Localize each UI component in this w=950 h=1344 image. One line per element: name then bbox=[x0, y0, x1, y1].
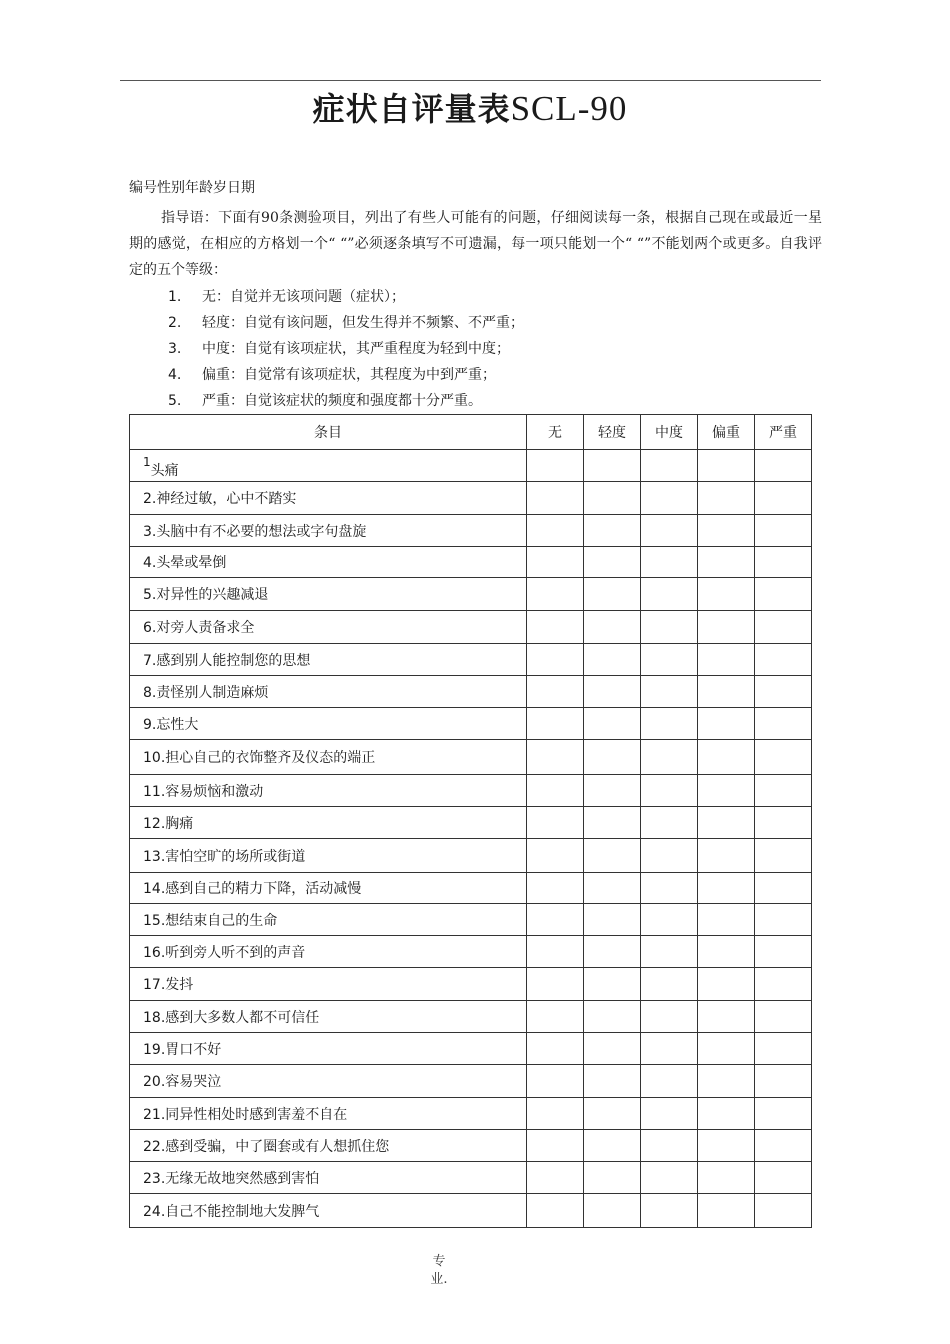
header-severe: 严重 bbox=[755, 415, 812, 450]
table-row bbox=[130, 873, 812, 904]
rating-cell[interactable] bbox=[698, 482, 755, 515]
rating-cell[interactable] bbox=[527, 644, 584, 676]
page-footer: 专 业. bbox=[430, 1254, 448, 1287]
rating-cell[interactable] bbox=[527, 1194, 584, 1228]
rating-cell[interactable] bbox=[698, 873, 755, 904]
rating-cell[interactable] bbox=[641, 1098, 698, 1130]
item-cell bbox=[130, 807, 527, 839]
item-number: 6. bbox=[143, 620, 157, 636]
rating-cell[interactable] bbox=[755, 1001, 812, 1033]
item-text: 担心自己的衣饰整齐及仪态的端正 bbox=[165, 750, 376, 766]
rating-level: 1. 无：自觉并无该项问题（症状）； bbox=[168, 289, 405, 305]
table-header-row bbox=[130, 415, 812, 450]
rating-cell[interactable] bbox=[584, 515, 641, 547]
title-cjk: 症状自评量表 bbox=[312, 90, 511, 128]
item-number: 1 bbox=[143, 454, 151, 469]
item-number: 15. bbox=[143, 912, 166, 929]
rating-cell[interactable] bbox=[584, 1033, 641, 1065]
item-number: 22. bbox=[143, 1138, 166, 1155]
rating-cell[interactable] bbox=[584, 1162, 641, 1194]
item-text: 责怪别人制造麻烦 bbox=[156, 684, 269, 701]
item-number: 19. bbox=[143, 1041, 166, 1058]
item-number: 18. bbox=[143, 1009, 166, 1026]
rating-cell[interactable] bbox=[698, 740, 755, 775]
rating-cell[interactable] bbox=[584, 1098, 641, 1130]
rating-cell[interactable] bbox=[755, 1098, 812, 1130]
rating-cell[interactable] bbox=[527, 482, 584, 515]
rating-cell[interactable] bbox=[698, 644, 755, 676]
rating-cell[interactable] bbox=[584, 1194, 641, 1228]
item-number: 9. bbox=[143, 716, 157, 733]
table-row bbox=[130, 1001, 812, 1033]
rating-cell[interactable] bbox=[755, 873, 812, 904]
rating-cell[interactable] bbox=[641, 807, 698, 839]
rating-cell[interactable] bbox=[584, 839, 641, 873]
rating-cell[interactable] bbox=[584, 968, 641, 1001]
item-cell bbox=[130, 1194, 527, 1228]
rating-level: 4. 偏重：自觉常有该项症状，其程度为中到严重； bbox=[168, 367, 496, 383]
rating-cell[interactable] bbox=[641, 515, 698, 547]
table-row bbox=[130, 1033, 812, 1065]
rating-cell[interactable] bbox=[755, 515, 812, 547]
header-mild: 轻度 bbox=[584, 415, 641, 450]
item-number: 20. bbox=[143, 1074, 166, 1090]
rating-cell[interactable] bbox=[698, 1065, 755, 1098]
rating-cell[interactable] bbox=[755, 1162, 812, 1194]
rating-cell[interactable] bbox=[527, 515, 584, 547]
item-number: 4. bbox=[143, 555, 157, 571]
item-cell bbox=[130, 578, 527, 611]
item-number: 24. bbox=[143, 1203, 166, 1220]
item-text: 头晕或晕倒 bbox=[156, 555, 227, 571]
rating-cell[interactable] bbox=[755, 450, 812, 482]
rating-cell[interactable] bbox=[527, 775, 584, 807]
rating-cell[interactable] bbox=[584, 482, 641, 515]
table-row bbox=[130, 839, 812, 873]
item-text: 容易烦恼和激动 bbox=[165, 783, 264, 800]
item-cell bbox=[130, 644, 527, 676]
rating-cell[interactable] bbox=[584, 1065, 641, 1098]
rating-cell[interactable] bbox=[698, 676, 755, 708]
rating-cell[interactable] bbox=[584, 1001, 641, 1033]
item-text: 忘性大 bbox=[156, 716, 199, 733]
item-number: 8. bbox=[143, 684, 157, 701]
rating-cell[interactable] bbox=[755, 1194, 812, 1228]
rating-cell[interactable] bbox=[698, 450, 755, 482]
rating-cell[interactable] bbox=[641, 644, 698, 676]
header-rule bbox=[120, 80, 821, 81]
rating-cell[interactable] bbox=[641, 775, 698, 807]
table-row bbox=[130, 904, 812, 936]
table-row bbox=[130, 482, 812, 515]
rating-cell[interactable] bbox=[641, 450, 698, 482]
rating-cell[interactable] bbox=[527, 839, 584, 873]
rating-cell[interactable] bbox=[527, 708, 584, 740]
table-row bbox=[130, 578, 812, 611]
rating-cell[interactable] bbox=[527, 1098, 584, 1130]
item-cell bbox=[130, 515, 527, 547]
rating-cell[interactable] bbox=[584, 873, 641, 904]
rating-cell[interactable] bbox=[698, 515, 755, 547]
table-row bbox=[130, 547, 812, 578]
rating-cell[interactable] bbox=[641, 839, 698, 873]
rating-cell[interactable] bbox=[584, 644, 641, 676]
table-row bbox=[130, 968, 812, 1001]
header-item: 条目 bbox=[130, 415, 527, 450]
rating-cell[interactable] bbox=[584, 775, 641, 807]
table-row bbox=[130, 450, 812, 482]
table-row bbox=[130, 1194, 812, 1228]
rating-cell[interactable] bbox=[527, 578, 584, 611]
rating-cell[interactable] bbox=[755, 482, 812, 515]
rating-cell[interactable] bbox=[698, 1033, 755, 1065]
rating-cell[interactable] bbox=[527, 1065, 584, 1098]
item-cell bbox=[130, 839, 527, 873]
header-none: 无 bbox=[527, 415, 584, 450]
rating-cell[interactable] bbox=[641, 1001, 698, 1033]
rating-cell[interactable] bbox=[698, 708, 755, 740]
rating-cell[interactable] bbox=[755, 839, 812, 873]
rating-cell[interactable] bbox=[641, 936, 698, 968]
header-moderate: 中度 bbox=[641, 415, 698, 450]
rating-cell[interactable] bbox=[584, 578, 641, 611]
item-number: 5. bbox=[143, 587, 157, 603]
rating-cell[interactable] bbox=[527, 873, 584, 904]
item-text: 自己不能控制地大发脾气 bbox=[165, 1203, 320, 1220]
rating-cell[interactable] bbox=[698, 547, 755, 578]
item-cell bbox=[130, 1001, 527, 1033]
item-cell bbox=[130, 1130, 527, 1162]
item-cell bbox=[130, 936, 527, 968]
table-row bbox=[130, 708, 812, 740]
item-text: 害怕空旷的场所或街道 bbox=[165, 848, 306, 865]
table-row bbox=[130, 676, 812, 708]
rating-cell[interactable] bbox=[641, 1065, 698, 1098]
rating-cell[interactable] bbox=[755, 644, 812, 676]
rating-cell[interactable] bbox=[584, 676, 641, 708]
header-fairly-severe: 偏重 bbox=[698, 415, 755, 450]
rating-cell[interactable] bbox=[755, 547, 812, 578]
item-number: 2. bbox=[143, 491, 157, 507]
item-cell bbox=[130, 1162, 527, 1194]
table-row bbox=[130, 1162, 812, 1194]
item-cell bbox=[130, 904, 527, 936]
item-text: 胃口不好 bbox=[165, 1041, 222, 1058]
rating-cell[interactable] bbox=[584, 904, 641, 936]
rating-cell[interactable] bbox=[755, 676, 812, 708]
item-cell bbox=[130, 450, 527, 482]
item-cell bbox=[130, 740, 527, 775]
table-row bbox=[130, 611, 812, 644]
item-cell bbox=[130, 1098, 527, 1130]
rating-cell[interactable] bbox=[698, 968, 755, 1001]
rating-cell[interactable] bbox=[755, 1065, 812, 1098]
table-row bbox=[130, 1098, 812, 1130]
rating-cell[interactable] bbox=[698, 578, 755, 611]
rating-cell[interactable] bbox=[755, 807, 812, 839]
rating-cell[interactable] bbox=[527, 450, 584, 482]
rating-cell[interactable] bbox=[584, 936, 641, 968]
rating-cell[interactable] bbox=[698, 839, 755, 873]
rating-cell[interactable] bbox=[755, 611, 812, 644]
item-text: 对旁人责备求全 bbox=[156, 620, 255, 636]
rating-cell[interactable] bbox=[698, 904, 755, 936]
rating-cell[interactable] bbox=[698, 1130, 755, 1162]
item-text: 头脑中有不必要的想法或字句盘旋 bbox=[156, 523, 367, 540]
rating-cell[interactable] bbox=[641, 1194, 698, 1228]
item-text: 发抖 bbox=[165, 977, 194, 993]
item-cell bbox=[130, 547, 527, 578]
table-row bbox=[130, 740, 812, 775]
rating-cell[interactable] bbox=[698, 1194, 755, 1228]
item-text: 无缘无故地突然感到害怕 bbox=[165, 1170, 320, 1187]
item-number: 14. bbox=[143, 881, 166, 897]
rating-cell[interactable] bbox=[527, 1130, 584, 1162]
rating-cell[interactable] bbox=[698, 775, 755, 807]
rating-cell[interactable] bbox=[641, 968, 698, 1001]
rating-cell[interactable] bbox=[584, 450, 641, 482]
respondent-fields-line: 编号性别年龄岁日期 bbox=[129, 180, 255, 196]
rating-cell[interactable] bbox=[527, 1033, 584, 1065]
item-number: 13. bbox=[143, 848, 166, 865]
rating-cell[interactable] bbox=[527, 676, 584, 708]
item-number: 17. bbox=[143, 977, 166, 993]
table-row bbox=[130, 644, 812, 676]
item-number: 10. bbox=[143, 750, 166, 766]
table-row bbox=[130, 936, 812, 968]
rating-cell[interactable] bbox=[527, 1001, 584, 1033]
rating-cell[interactable] bbox=[527, 547, 584, 578]
rating-cell[interactable] bbox=[641, 740, 698, 775]
rating-cell[interactable] bbox=[755, 740, 812, 775]
rating-cell[interactable] bbox=[755, 708, 812, 740]
item-cell bbox=[130, 482, 527, 515]
rating-cell[interactable] bbox=[641, 482, 698, 515]
item-text: 胸痛 bbox=[165, 815, 194, 832]
item-number: 12. bbox=[143, 815, 166, 832]
item-text: 想结束自己的生命 bbox=[165, 912, 278, 929]
item-number: 11. bbox=[143, 783, 166, 800]
item-text: 对异性的兴趣减退 bbox=[156, 587, 269, 603]
item-text: 感到自己的精力下降，活动减慢 bbox=[165, 881, 362, 897]
rating-level: 2. 轻度：自觉有该问题，但发生得并不频繁、不严重； bbox=[168, 315, 524, 331]
rating-cell[interactable] bbox=[584, 547, 641, 578]
item-cell bbox=[130, 968, 527, 1001]
rating-cell[interactable] bbox=[698, 936, 755, 968]
rating-cell[interactable] bbox=[527, 611, 584, 644]
item-cell bbox=[130, 708, 527, 740]
rating-cell[interactable] bbox=[641, 1130, 698, 1162]
table-row bbox=[130, 1130, 812, 1162]
table-row bbox=[130, 807, 812, 839]
item-number: 21. bbox=[143, 1106, 166, 1123]
item-cell bbox=[130, 873, 527, 904]
item-text: 感到别人能控制您的思想 bbox=[156, 652, 311, 669]
rating-cell[interactable] bbox=[641, 547, 698, 578]
rating-cell[interactable] bbox=[527, 740, 584, 775]
rating-cell[interactable] bbox=[755, 1033, 812, 1065]
item-text: 听到旁人听不到的声音 bbox=[165, 944, 306, 961]
document-title bbox=[0, 84, 940, 130]
rating-cell[interactable] bbox=[584, 1130, 641, 1162]
rating-cell[interactable] bbox=[641, 1162, 698, 1194]
item-text: 神经过敏，心中不踏实 bbox=[156, 491, 297, 507]
rating-cell[interactable] bbox=[527, 1162, 584, 1194]
item-text: 同异性相处时感到害羞不自在 bbox=[165, 1106, 348, 1123]
rating-cell[interactable] bbox=[755, 968, 812, 1001]
rating-cell[interactable] bbox=[641, 904, 698, 936]
rating-level: 5. 严重：自觉该症状的频度和强度都十分严重。 bbox=[168, 393, 482, 409]
rating-cell[interactable] bbox=[527, 968, 584, 1001]
item-cell bbox=[130, 1065, 527, 1098]
item-number: 16. bbox=[143, 944, 166, 961]
rating-cell[interactable] bbox=[755, 775, 812, 807]
item-cell bbox=[130, 611, 527, 644]
rating-cell[interactable] bbox=[755, 936, 812, 968]
item-number: 7. bbox=[143, 652, 157, 669]
item-text: 容易哭泣 bbox=[165, 1074, 222, 1090]
rating-levels-list bbox=[168, 284, 524, 414]
rating-cell[interactable] bbox=[755, 904, 812, 936]
rating-cell[interactable] bbox=[641, 578, 698, 611]
rating-cell[interactable] bbox=[527, 904, 584, 936]
rating-cell[interactable] bbox=[698, 1001, 755, 1033]
rating-cell[interactable] bbox=[641, 611, 698, 644]
rating-cell[interactable] bbox=[527, 936, 584, 968]
rating-cell[interactable] bbox=[641, 676, 698, 708]
table-row bbox=[130, 1065, 812, 1098]
item-number: 3. bbox=[143, 523, 157, 540]
rating-cell[interactable] bbox=[698, 1098, 755, 1130]
symptom-rating-table bbox=[129, 414, 812, 1228]
instructions-paragraph: 指导语：下面有90条测验项目，列出了有些人可能有的问题，仔细阅读每一条，根据自己现在或最近一星期的感觉，在相应的方格划一个“ “”必须逐条填写不可遗漏，每一项只能划一个“ “”不能划两个或更多。自我评定的五个等级： bbox=[129, 210, 822, 278]
item-text: 头痛 bbox=[150, 463, 179, 480]
table-row bbox=[130, 775, 812, 807]
item-cell bbox=[130, 676, 527, 708]
rating-cell[interactable] bbox=[641, 708, 698, 740]
item-number: 23. bbox=[143, 1170, 166, 1187]
item-text: 感到受骗，中了圈套或有人想抓住您 bbox=[165, 1138, 390, 1155]
rating-cell[interactable] bbox=[584, 740, 641, 775]
rating-cell[interactable] bbox=[698, 1162, 755, 1194]
table-row bbox=[130, 515, 812, 547]
rating-cell[interactable] bbox=[755, 1130, 812, 1162]
rating-cell[interactable] bbox=[641, 1033, 698, 1065]
item-text: 感到大多数人都不可信任 bbox=[165, 1009, 320, 1026]
rating-cell[interactable] bbox=[641, 873, 698, 904]
rating-level: 3. 中度：自觉有该项症状，其严重程度为轻到中度； bbox=[168, 341, 510, 357]
rating-cell[interactable] bbox=[755, 578, 812, 611]
title-latin: SCL-90 bbox=[510, 89, 628, 128]
rating-cell[interactable] bbox=[698, 807, 755, 839]
item-cell bbox=[130, 1033, 527, 1065]
rating-cell[interactable] bbox=[584, 708, 641, 740]
rating-cell[interactable] bbox=[698, 611, 755, 644]
rating-cell[interactable] bbox=[584, 807, 641, 839]
rating-cell[interactable] bbox=[584, 611, 641, 644]
rating-cell[interactable] bbox=[527, 807, 584, 839]
item-cell bbox=[130, 775, 527, 807]
